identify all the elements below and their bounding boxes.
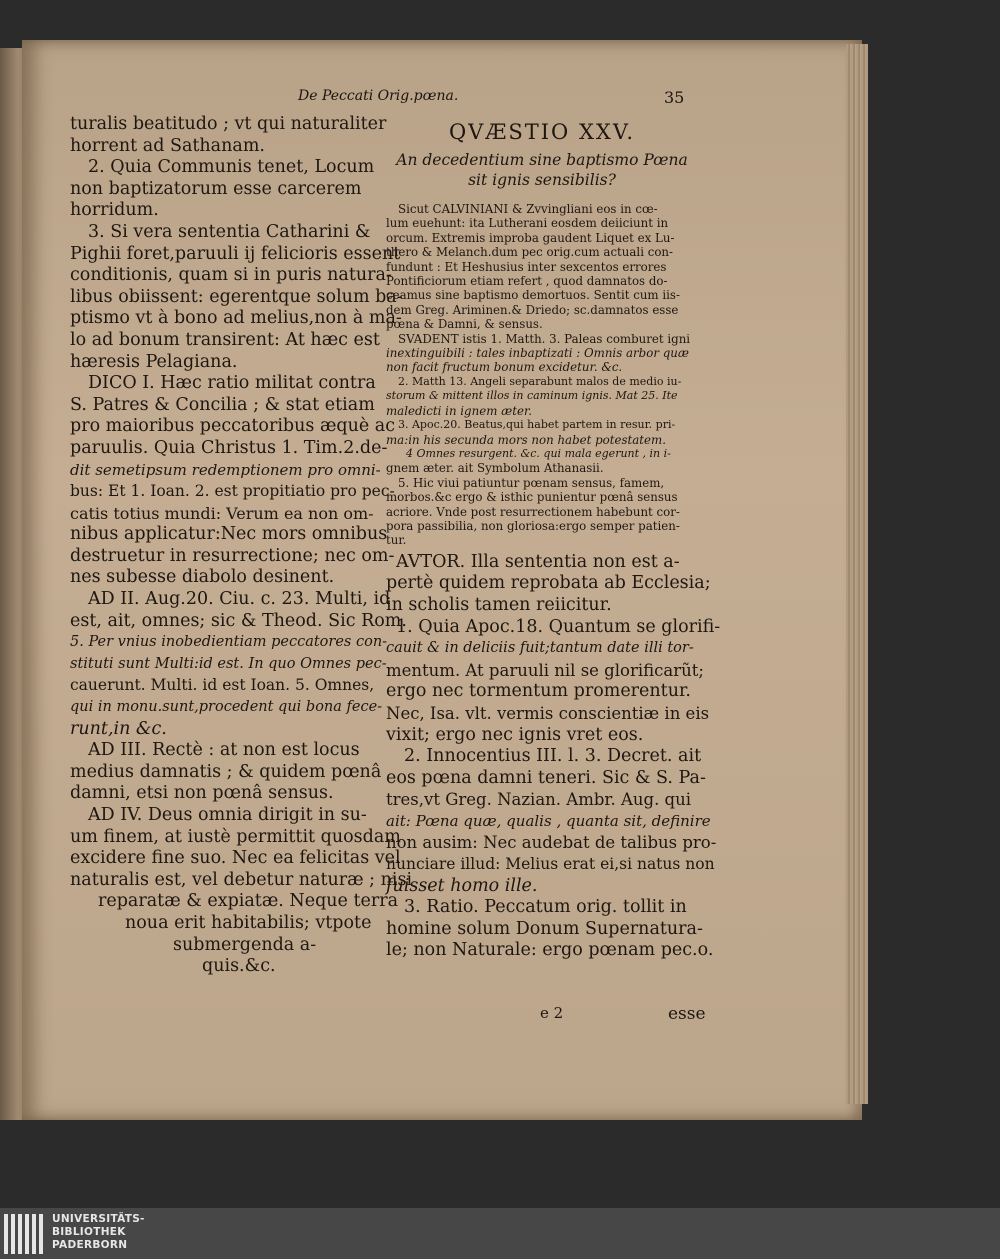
catchword: esse: [668, 1004, 706, 1024]
text-line: nunciare illud: Melius erat ei,si natus non: [386, 855, 715, 874]
small-line: fundunt : Et Heshusius inter sexcentos errores: [386, 259, 667, 274]
text-line: lo ad bonum transirent: At hæc est: [70, 329, 380, 350]
small-line: pœna & Damni, & sensus.: [386, 317, 543, 332]
running-title: De Peccati Orig.pœna.: [298, 88, 459, 104]
text-line: 2. Innocentius III. l. 3. Decret. ait: [404, 746, 702, 767]
small-line: non facit fructum bonum excidetur. &c.: [386, 360, 623, 375]
small-line: tur.: [386, 533, 407, 548]
small-line: orcum. Extremis improba gaudent Liquet ex Lu-: [386, 230, 675, 245]
text-line: naturalis est, vel debetur naturæ ; nisi: [70, 869, 413, 890]
text-line: bus: Et 1. Ioan. 2. est propitiatio pro pec-: [70, 482, 395, 501]
text-line: tres,vt Greg. Nazian. Ambr. Aug. qui: [386, 790, 692, 810]
text-line: Nec, Isa. vlt. vermis conscientiæ in eis: [386, 703, 710, 723]
main-text-block: [386, 551, 721, 962]
small-line: inextinguibili : tales inbaptizati : Omnis arbor quæ: [386, 346, 689, 361]
small-line: 2. Matth 13. Angeli separabunt malos de medio iu-: [398, 374, 682, 388]
question-line: sit ignis sensibilis?: [468, 171, 616, 189]
small-line: maledicti in ignem æter.: [386, 403, 533, 418]
text-line: hæresis Pelagiana.: [70, 351, 238, 372]
text-line: AD II. Aug.20. Ciu. c. 23. Multi, id: [88, 589, 391, 610]
text-line: dit semetipsum redemptionem pro omni-: [70, 460, 381, 479]
text-line: turalis beatitudo ; vt qui naturaliter: [70, 114, 387, 134]
small-line: 3. Apoc.20. Beatus,qui habet partem in resur. pri-: [398, 418, 676, 432]
text-line: vixit; ergo nec ignis vret eos.: [386, 724, 644, 745]
text-line: 5. Per vnius inobedientiam peccatores con-: [70, 634, 388, 651]
text-line: non ausim: Nec audebat de talibus pro-: [386, 833, 717, 853]
left-column: [70, 114, 413, 978]
library-logo-icon: [2, 1212, 46, 1256]
text-line: cauerunt. Multi. id est Ioan. 5. Omnes,: [70, 676, 375, 695]
text-line: AD IV. Deus omnia dirigit in su-: [88, 805, 367, 825]
text-line: horridum.: [70, 200, 159, 221]
text-line: S. Patres & Concilia ; & stat etiam: [70, 394, 375, 415]
text-line: eos pœna damni teneri. Sic & S. Pa-: [386, 767, 706, 788]
text-line: quis.&c.: [202, 956, 276, 977]
text-line: 3. Ratio. Peccatum orig. tollit in: [404, 897, 687, 918]
text-line: ergo nec tormentum promerentur.: [386, 681, 691, 702]
text-line: paruulis. Quia Christus 1. Tim.2.de-: [70, 437, 388, 458]
text-line: stituti sunt Multi:id est. In quo Omnes pec-: [70, 655, 387, 672]
text-line: conditionis, quam si in puris natura-: [70, 265, 392, 286]
small-line: Pontificiorum etiam refert , quod damnatos do-: [386, 274, 668, 289]
small-line: gnem æter. ait Symbolum Athanasii.: [386, 461, 604, 476]
text-line: fuisset homo ille.: [386, 875, 538, 896]
text-line: qui in monu.sunt,procedent qui bona fece-: [70, 699, 383, 716]
small-line: acriore. Vnde post resurrectionem habebunt cor-: [386, 504, 680, 519]
text-line: 3. Si vera sententia Catharini &: [88, 221, 371, 242]
text-line: ait: Pœna quæ, qualis , quanta sit, definire: [386, 811, 711, 830]
small-line: dem Greg. Ariminen.& Driedo; sc.damnatos esse: [386, 302, 679, 317]
page-number: 35: [664, 88, 685, 107]
text-line: pertè quidem reprobata ab Ecclesia;: [386, 573, 711, 594]
text-line: AVTOR. Illa sententia non est a-: [396, 551, 680, 572]
small-line: ma:in his secunda mors non habet potestatem.: [386, 432, 666, 447]
text-line: pro maioribus peccatoribus æquè ac: [70, 416, 396, 437]
small-line: storum & mittent illos in caminum ignis. Mat 25. Ite: [386, 389, 678, 403]
text-line: 2. Quia Communis tenet, Locum: [88, 157, 375, 178]
text-line: medius damnatis ; & quidem pœnâ: [70, 761, 382, 782]
library-name-line: UNIVERSITÄTS-: [52, 1213, 145, 1225]
library-name-line: BIBLIOTHEK: [52, 1226, 126, 1238]
library-name: [52, 1213, 145, 1252]
text-line: 1. Quia Apoc.18. Quantum se glorifi-: [396, 616, 721, 637]
text-line: cauit & in deliciis fuit;tantum date illi tor-: [386, 640, 694, 657]
small-line: 4 Omnes resurgent. &c. qui mala egerunt , in i-: [406, 446, 671, 460]
question-title: [386, 150, 698, 190]
text-line: noua erit habitabilis; vtpote: [125, 912, 372, 933]
text-line: nibus applicatur:Nec mors omnibus: [70, 524, 388, 545]
text-line: in scholis tamen reiicitur.: [386, 594, 612, 615]
small-line: morbos.&c ergo & isthic punientur pœnâ sensus: [386, 490, 678, 505]
small-line: ceamus sine baptismo demortuos. Sentit cum iis-: [386, 288, 680, 303]
small-print-block: [386, 202, 698, 548]
text-line: um finem, at iustè permittit quosdam: [70, 826, 401, 847]
text-line: le; non Naturale: ergo pœnam pec.o.: [386, 940, 714, 961]
text-line: libus obiissent: egerentque solum ba-: [70, 286, 403, 307]
text-line: ptismo vt à bono ad melius,non à ma-: [70, 308, 402, 329]
text-line: non baptizatorum esse carcerem: [70, 178, 362, 199]
text-line: submergenda a-: [173, 934, 317, 955]
small-line: thero & Melanch.dum pec orig.cum actuali con-: [386, 245, 674, 260]
quaestio-heading: QVÆSTIO XXV.: [448, 120, 636, 144]
question-line: An decedentium sine baptismo Pœna: [396, 151, 688, 169]
text-line: DICO I. Hæc ratio militat contra: [88, 373, 376, 394]
text-line: est, ait, omnes; sic & Theod. Sic Rom.: [70, 610, 407, 631]
text-line: reparatæ & expiatæ. Neque terra: [98, 891, 399, 912]
library-name-line: PADERBORN: [52, 1239, 128, 1251]
text-line: runt,in &c.: [70, 718, 167, 739]
text-line: Pighii foret,paruuli ij felicioris essent: [70, 243, 401, 264]
page-stack-edge: [846, 44, 868, 1104]
small-line: 5. Hic viui patiuntur pœnam sensus, famem,: [398, 475, 665, 490]
small-line: pora passibilia, non gloriosa:ergo semper patien-: [386, 518, 680, 533]
text-line: catis totius mundi: Verum ea non om-: [70, 503, 374, 523]
text-line: nes subesse diabolo desinent.: [70, 567, 335, 588]
text-line: damni, etsi non pœnâ sensus.: [70, 783, 334, 804]
small-line: SVADENT istis 1. Matth. 3. Paleas comburet igni: [398, 331, 691, 346]
right-column: [386, 120, 721, 962]
text-line: destruetur in resurrectione; nec om-: [70, 545, 395, 566]
text-line: mentum. At paruuli nil se glorificarũt;: [386, 660, 704, 680]
signature-mark: e 2: [540, 1004, 564, 1022]
text-line: AD III. Rectè : at non est locus: [88, 740, 360, 761]
small-line: Sicut CALVINIANI & Zvvingliani eos in cœ-: [398, 202, 658, 216]
small-line: lum euehunt: ita Lutherani eosdem deiiciunt in: [386, 216, 669, 231]
text-line: excidere fine suo. Nec ea felicitas vel: [70, 848, 401, 869]
text-line: homine solum Donum Supernatura-: [386, 918, 703, 939]
library-footer-bar: [0, 1208, 1000, 1259]
text-line: horrent ad Sathanam.: [70, 135, 265, 156]
